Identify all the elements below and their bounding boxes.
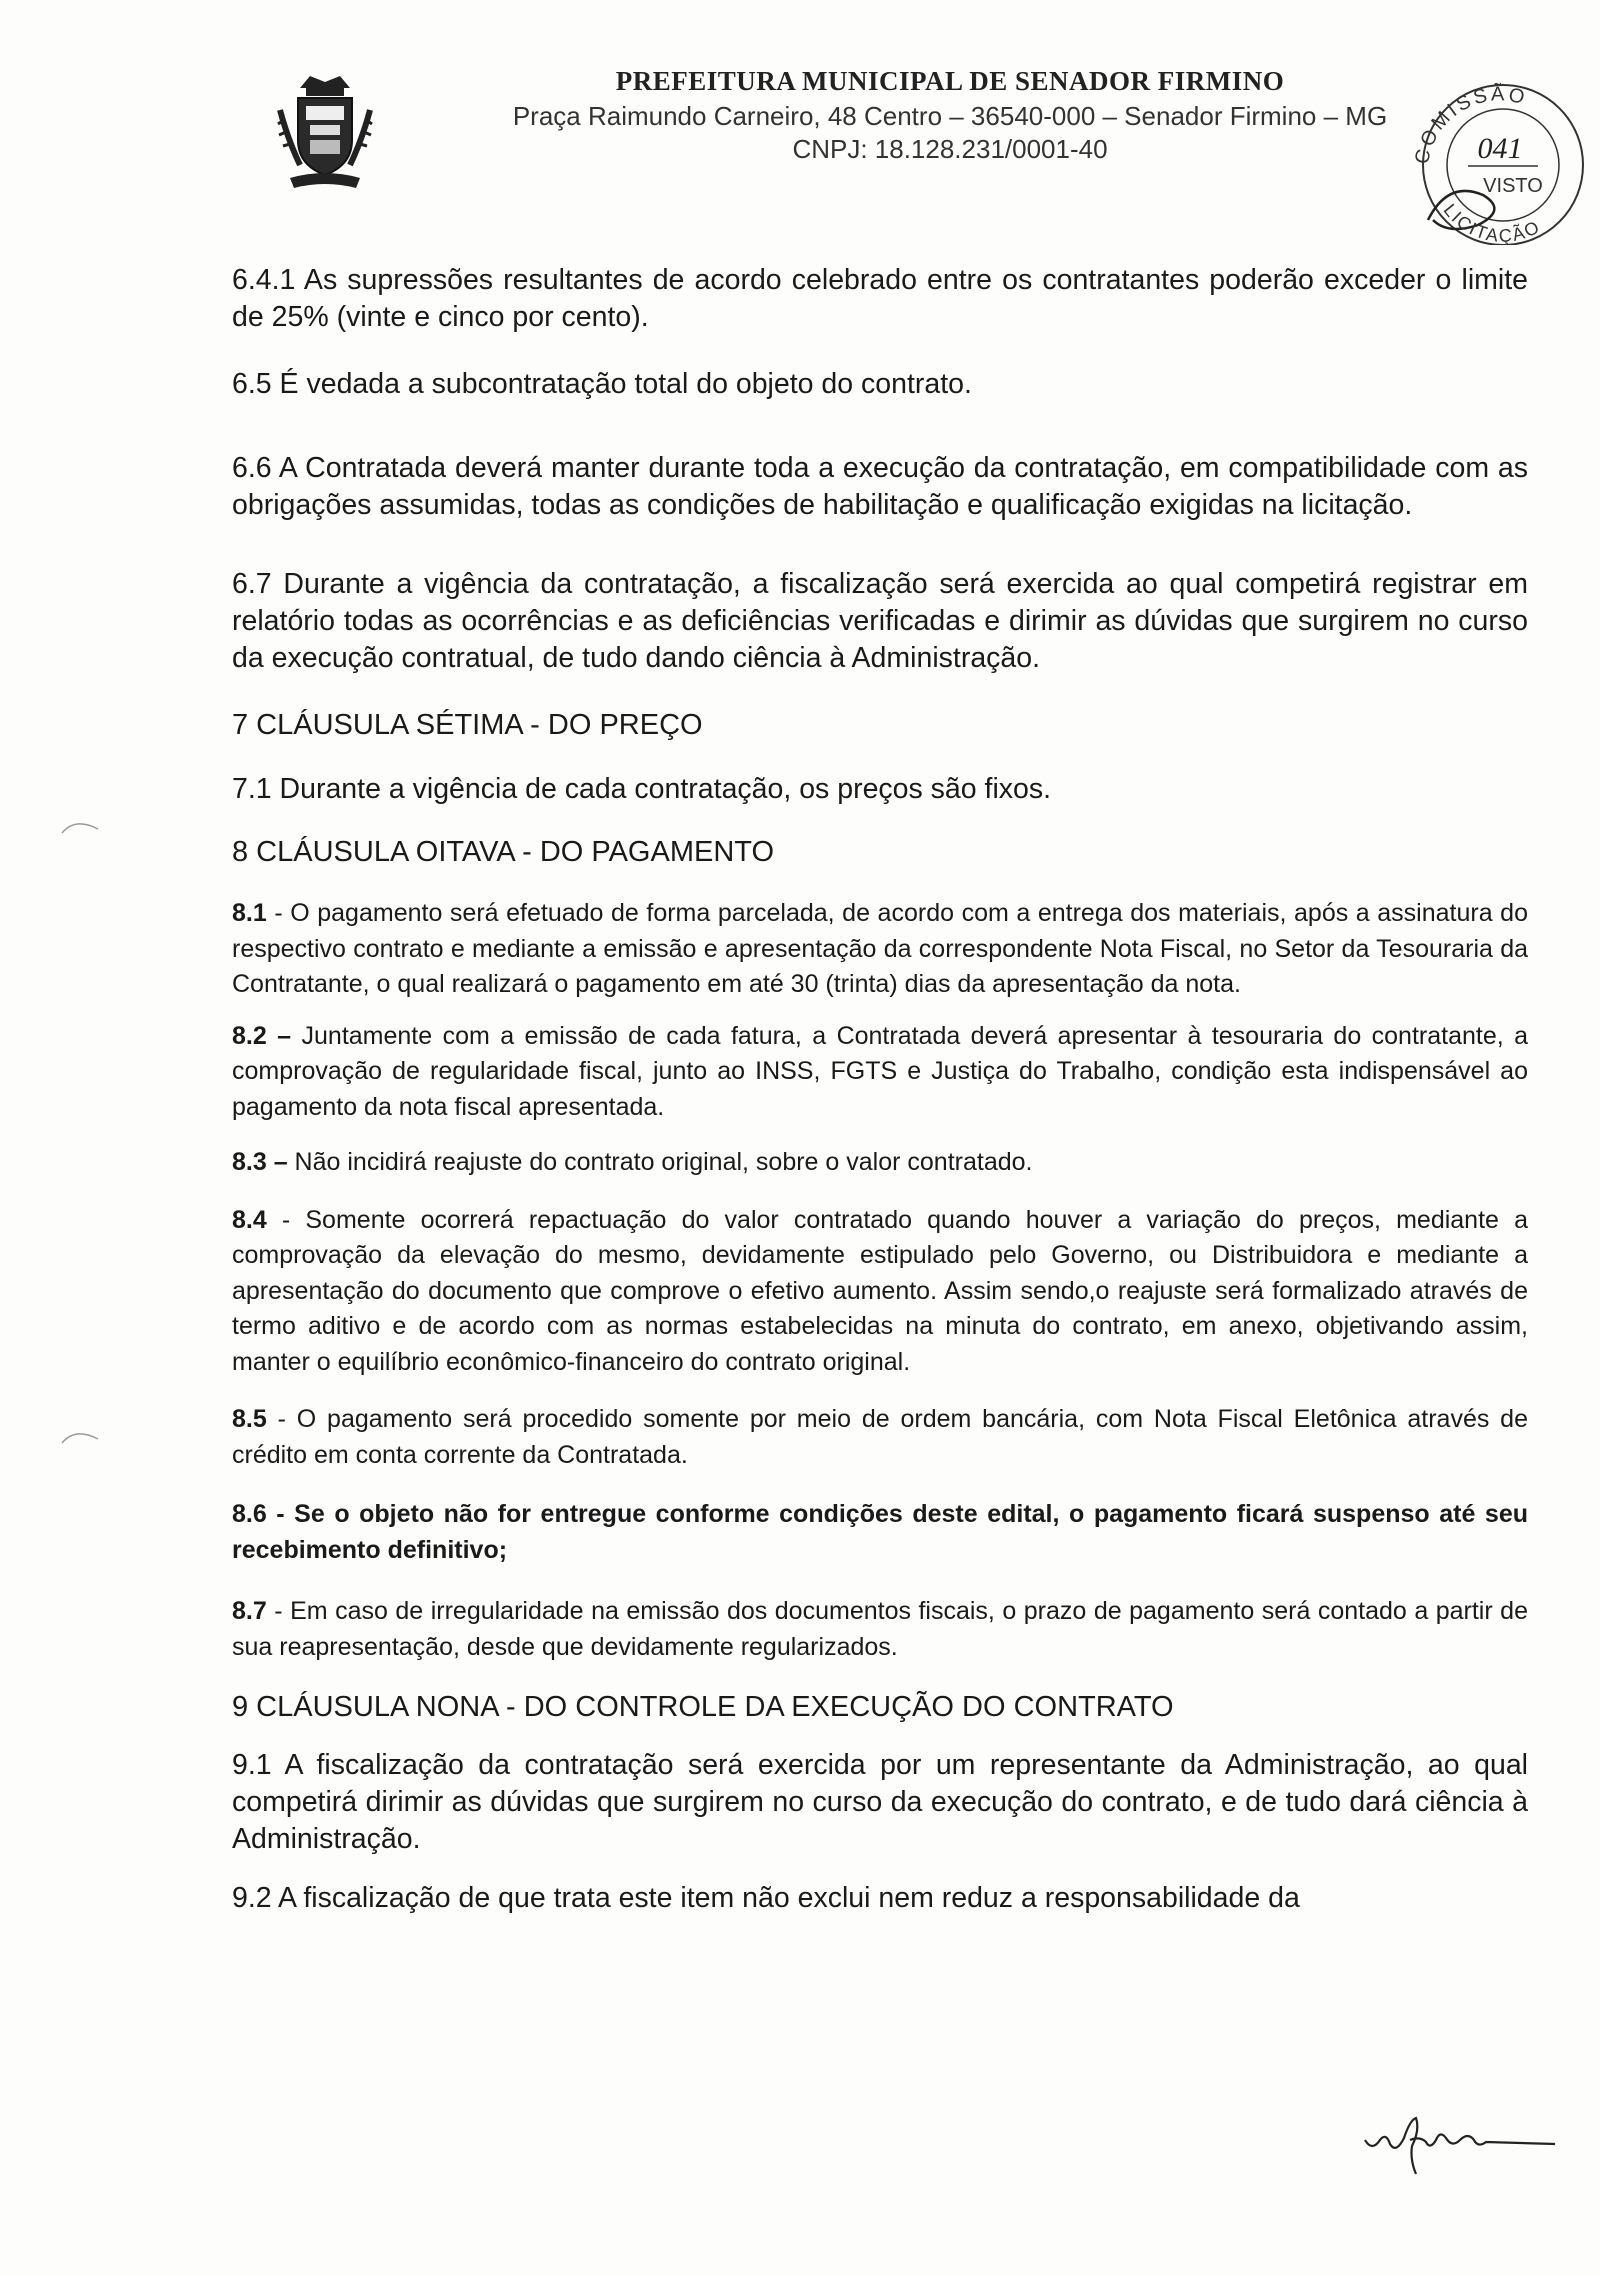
commission-stamp — [1388, 70, 1593, 245]
clause-6-6: 6.6 A Contratada deverá manter durante toda a execução da contratação, em compatibilidade com as obrigações assumidas, todas as condições de habilitação e qualificação exigidas na licitação. — [232, 452, 1528, 521]
stamp-number: 041 — [1477, 132, 1523, 165]
clause-9-1: 9.1 A fiscalização da contratação será exercida por um representante da Administração, ao qual competirá dirimir as dúvidas que surgirem no curso da execução do contrato, e de tudo dará ciência à Administração. — [232, 1749, 1528, 1855]
clause-9-2: 9.2 A fiscalização de que trata este item não exclui nem reduz a responsabilidade da — [232, 1882, 1300, 1914]
stamp-top-text: COMISSÃO — [1410, 83, 1530, 167]
clause-6-4-1: 6.4.1 As supressões resultantes de acordo celebrado entre os contratantes poderão exceder o limite de 25% (vinte e cinco por cento). — [232, 264, 1528, 333]
coat-of-arms-icon — [270, 70, 380, 195]
clause-8-7 — [232, 1594, 1528, 1665]
clause-7-1: 7.1 Durante a vigência de cada contratação, os preços são fixos. — [232, 773, 1052, 805]
clause-8-7-text: - Em caso de irregularidade na emissão dos documentos fiscais, o prazo de pagamento será contado a partir de sua reapresentação, desde que devidamente regularizados. — [232, 1597, 1528, 1661]
clause-8-4 — [232, 1203, 1528, 1381]
binder-mark — [60, 1425, 100, 1445]
clause-8-2-number: 8.2 – — [232, 1021, 292, 1050]
clause-8-2 — [232, 1019, 1528, 1126]
heading-clause-7: 7 CLÁUSULA SÉTIMA - DO PREÇO — [232, 709, 703, 741]
stamp-bottom-text: LICITAÇÃO — [1439, 200, 1544, 245]
clause-8-5-number: 8.5 — [232, 1405, 267, 1433]
clause-8-6: 8.6 - Se o objeto não for entregue conforme condições deste edital, o pagamento ficará suspenso até seu recebimento definitivo; — [232, 1500, 1528, 1564]
clause-8-5 — [232, 1402, 1528, 1473]
clause-8-2-text: Juntamente com a emissão de cada fatura, a Contratada deverá apresentar à tesouraria do contratante, a comprovação de regularidade fiscal, junto ao INSS, FGTS e Justiça do Trabalho, condição esta indispensável ao pagamento da nota fiscal apresentada. — [232, 1021, 1529, 1121]
clause-8-1 — [232, 896, 1528, 1003]
heading-clause-9: 9 CLÁUSULA NONA - DO CONTROLE DA EXECUÇÃO DO CONTRATO — [232, 1691, 1174, 1723]
contract-body — [232, 262, 1528, 1917]
binder-mark — [60, 815, 100, 835]
clause-8-4-number: 8.4 — [232, 1205, 267, 1234]
clause-8-3 — [232, 1145, 1528, 1181]
stamp-visto: VISTO — [1483, 175, 1543, 197]
clause-6-5: 6.5 É vedada a subcontratação total do objeto do contrato. — [232, 368, 972, 400]
clause-8-1-text: - O pagamento será efetuado de forma parcelada, de acordo com a entrega dos materiais, após a assinatura do respectivo contrato e mediante a emissão e apresentação da correspondente Nota Fiscal, no Setor da Tesouraria da Contratante, o qual realizará o pagamento em até 30 (trinta) dias da apresentação da nota. — [232, 899, 1528, 998]
municipality-address: Praça Raimundo Carneiro, 48 Centro – 36540-000 – Senador Firmino – MG — [512, 101, 1388, 131]
heading-clause-8: 8 CLÁUSULA OITAVA - DO PAGAMENTO — [232, 836, 775, 868]
clause-8-1-number: 8.1 — [232, 899, 267, 927]
municipality-title: PREFEITURA MUNICIPAL DE SENADOR FIRMINO — [615, 66, 1285, 96]
clause-8-3-text: Não incidirá reajuste do contrato original, sobre o valor contratado. — [287, 1148, 1033, 1176]
signature-initials — [1360, 2110, 1560, 2180]
clause-8-5-text: - O pagamento será procedido somente por meio de ordem bancária, com Nota Fiscal Eletônica através de crédito em conta corrente da Contratada. — [232, 1405, 1528, 1469]
clause-8-3-number: 8.3 – — [232, 1148, 288, 1176]
svg-text:LICITAÇÃO — [1440, 200, 1544, 245]
municipality-cnpj: CNPJ: 18.128.231/0001-40 — [792, 134, 1108, 164]
clause-8-4-text: - Somente ocorrerá repactuação do valor contratado quando houver a variação do preços, mediante a comprovação da elevação do mesmo, devidamente estipulado pelo Governo, ou Distribuidora e mediante a apresentação do documento que comprove o efetivo aumento. Assim sendo,o reajuste será formalizado através de termo aditivo e de acordo com as normas estabelecidas na minuta do contrato, em anexo, objetivando assim, manter o equilíbrio econômico-financeiro do contrato original. — [232, 1205, 1528, 1376]
clause-6-7: 6.7 Durante a vigência da contratação, a fiscalização será exercida ao qual competirá registrar em relatório todas as ocorrências e as deficiências verificadas e dirimir as dúvidas que surgirem no curso da execução contratual, de tudo dando ciência à Administração. — [232, 568, 1528, 674]
letterhead — [480, 66, 1420, 165]
clause-8-7-number: 8.7 — [232, 1597, 267, 1625]
